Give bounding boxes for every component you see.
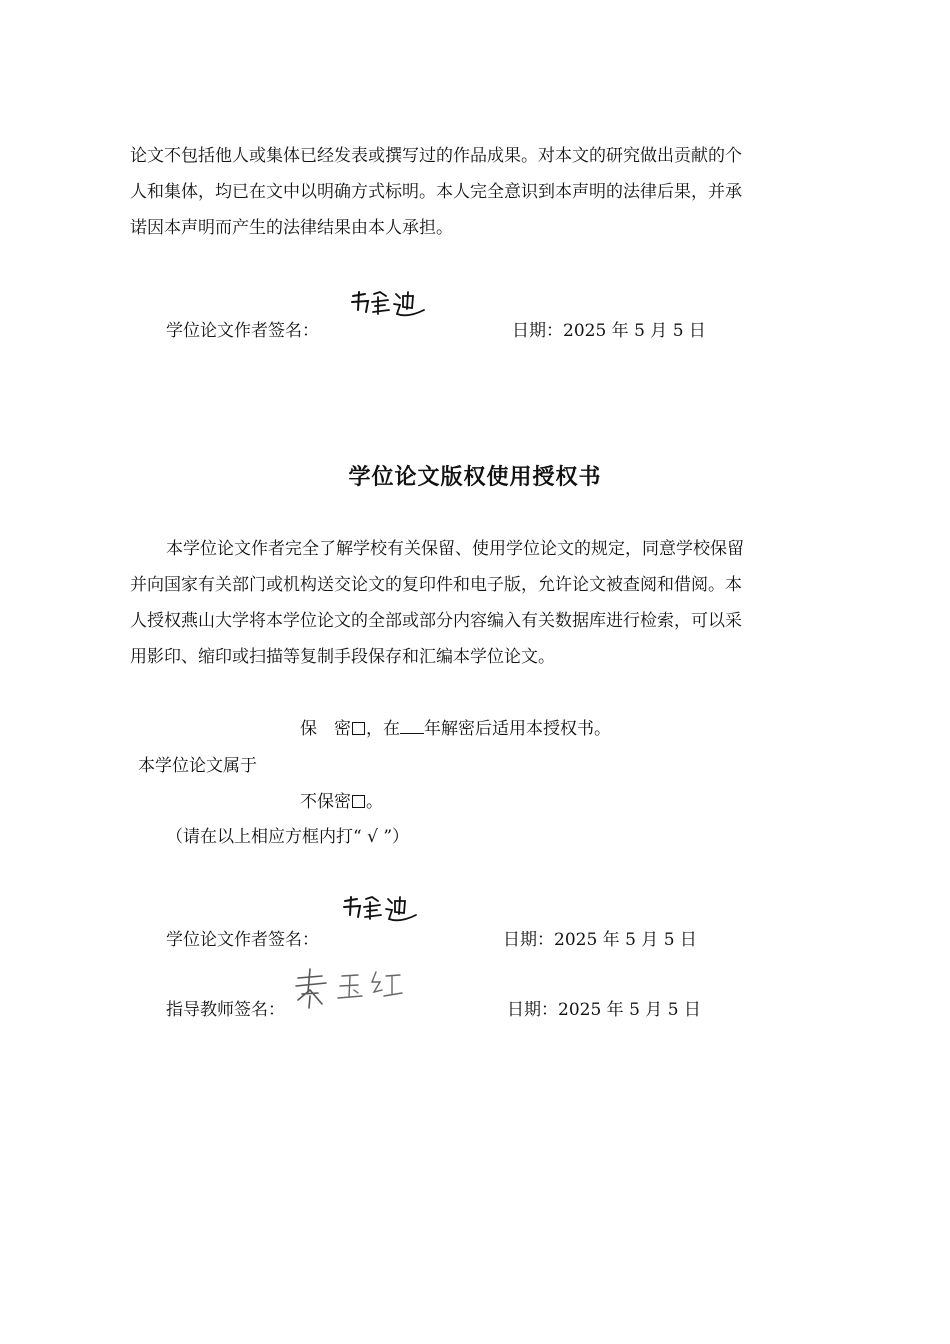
author-sign-label-2: 学位论文作者签名： (166, 930, 319, 950)
advisor-date: 日期：2025 年 5 月 5 日 (507, 1000, 701, 1020)
secret-label: 保 密 (300, 719, 351, 739)
author-signature-2 (342, 893, 422, 931)
authorization-line: 人授权燕山大学将本学位论文的全部或部分内容编入有关数据库进行检索，可以采 (130, 611, 742, 631)
not-secret-option (300, 787, 383, 812)
authorization-title: 学位论文版权使用授权书 (348, 465, 602, 490)
secret-text-2: 年解密后适用本授权书。 (424, 719, 611, 739)
advisor-sign-label: 指导教师签名： (166, 1000, 285, 1020)
not-secret-checkbox[interactable] (352, 795, 365, 808)
authorization-line: 用影印、缩印或扫描等复制手段保存和汇编本学位论文。 (130, 647, 555, 667)
not-secret-end: 。 (366, 792, 383, 812)
belongs-label: 本学位论文属于 (138, 756, 257, 776)
years-blank[interactable] (400, 719, 424, 734)
secret-option (300, 714, 611, 739)
declaration-paragraph (130, 138, 820, 246)
authorization-line: 并向国家有关部门或机构送交论文的复印件和电子版，允许论文被查阅和借阅。本 (130, 575, 742, 595)
authorization-paragraph (130, 531, 820, 675)
declaration-date: 日期：2025 年 5 月 5 日 (512, 321, 706, 341)
secret-text-1: ，在 (366, 719, 400, 739)
author-signature (350, 288, 430, 326)
not-secret-label: 不保密 (300, 792, 351, 812)
declaration-line: 诺因本声明而产生的法律结果由本人承担。 (130, 218, 453, 238)
checkbox-instruction: （请在以上相应方框内打“ √ ”） (166, 827, 410, 847)
advisor-signature (292, 966, 407, 1014)
author-date: 日期：2025 年 5 月 5 日 (503, 930, 697, 950)
authorization-line: 本学位论文作者完全了解学校有关保留、使用学位论文的规定，同意学校保留 (166, 539, 744, 559)
declaration-line: 论文不包括他人或集体已经发表或撰写过的作品成果。对本文的研究做出贡献的个 (130, 146, 742, 166)
author-sign-label: 学位论文作者签名： (166, 321, 319, 341)
declaration-line: 人和集体，均已在文中以明确方式标明。本人完全意识到本声明的法律后果，并承 (130, 182, 742, 202)
secret-checkbox[interactable] (352, 722, 365, 735)
